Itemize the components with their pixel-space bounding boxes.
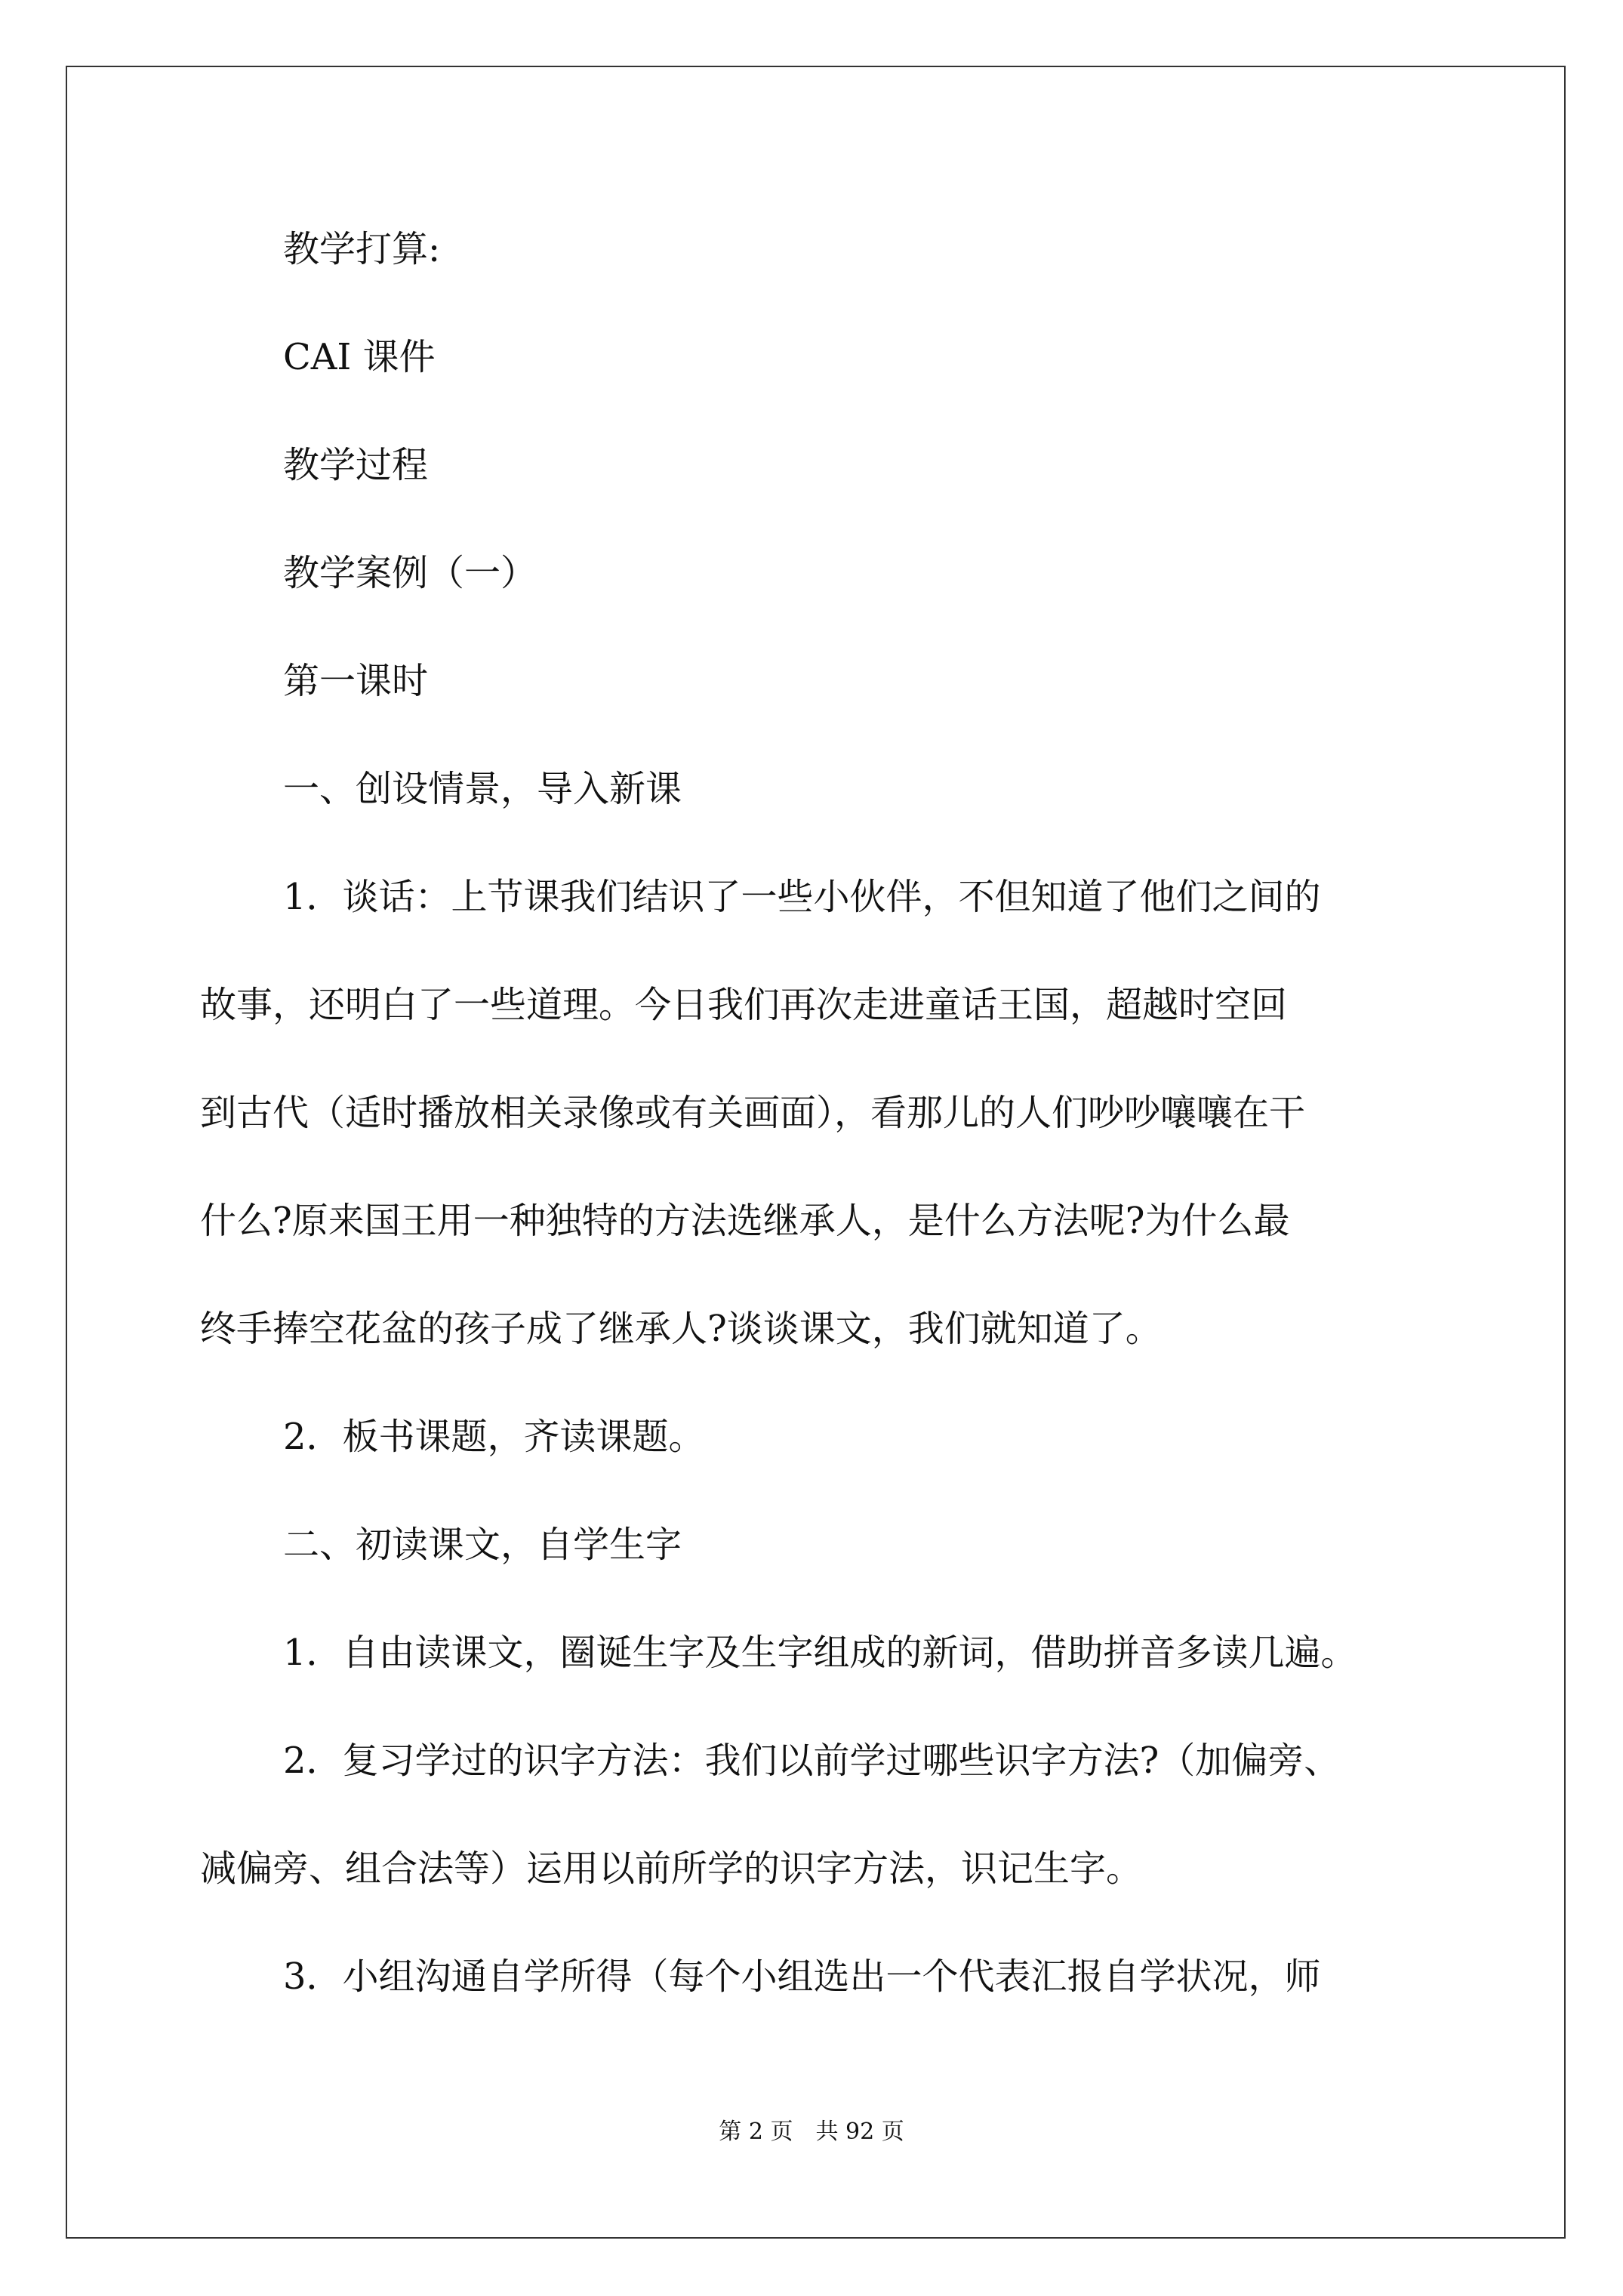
text-line: 教学打算: <box>283 228 441 270</box>
text-line: 2．板书课题，齐读课题。 <box>283 1416 705 1458</box>
text-line: CAI 课件 <box>283 336 436 378</box>
text-line: 故事，还明白了一些道理。今日我们再次走进童话王国，超越时空回 <box>200 984 1288 1026</box>
text-line: 3．小组沟通自学所得（每个小组选出一个代表汇报自学状况，师 <box>283 1955 1321 1998</box>
text-line: 到古代（适时播放相关录像或有关画面），看那儿的人们吵吵嚷嚷在干 <box>200 1092 1306 1134</box>
text-line: 终手捧空花盆的孩子成了继承人?谈谈课文，我们就知道了。 <box>200 1308 1162 1350</box>
text-line: 2．复习学过的识字方法：我们以前学过哪些识字方法?（加偏旁、 <box>283 1740 1341 1782</box>
text-line: 二、初读课文，自学生字 <box>283 1524 682 1566</box>
text-line: 一、创设情景，导入新课 <box>283 768 682 810</box>
text-line: 1．自由读课文，圈诞生字及生字组成的新词，借助拼音多读几遍。 <box>283 1632 1357 1674</box>
text-line: 减偏旁、组合法等）运用以前所学的识字方法，识记生字。 <box>200 1848 1143 1890</box>
text-line: 教学过程 <box>283 444 429 486</box>
text-line: 什么?原来国王用一种独特的方法选继承人，是什么方法呢?为什么最 <box>200 1200 1290 1242</box>
text-line: 1．谈话：上节课我们结识了一些小伙伴，不但知道了他们之间的 <box>283 876 1321 918</box>
text-line: 第一课时 <box>283 660 429 702</box>
text-line: 教学案例（一） <box>283 552 537 594</box>
page-footer: 第 2 页 共 92 页 <box>719 2119 904 2145</box>
